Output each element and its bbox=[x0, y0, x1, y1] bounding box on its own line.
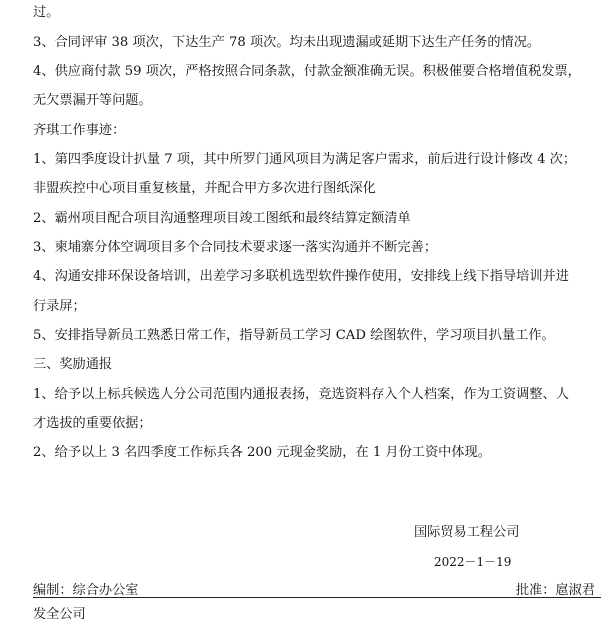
text-line-4: 无欠票漏开等问题。 bbox=[33, 93, 152, 108]
footer-line bbox=[33, 577, 601, 598]
text-line-2: 3、合同评审 38 项次，下达生产 78 项次。均未出现遗漏或延期下达生产任务的情况。 bbox=[33, 35, 541, 50]
distribution: 发全公司 bbox=[33, 607, 86, 622]
approved-by: 批准：扈淑君 bbox=[515, 583, 595, 598]
text-line-7: 非盟疾控中心项目重复核量，并配合甲方多次进行图纸深化 bbox=[33, 181, 376, 196]
text-line-14: 1、给予以上标兵候选人分公司范围内通报表扬，竞选资料存入个人档案，作为工资调整、人 bbox=[33, 387, 569, 402]
text-line-8: 2、霸州项目配合项目沟通整理项目竣工图纸和最终结算定额清单 bbox=[33, 211, 411, 226]
text-line-6: 1、第四季度设计扒量 7 项，其中所罗门通风项目为满足客户需求，前后进行设计修改 4 次； bbox=[33, 152, 577, 167]
text-line-15: 才选拔的重要依据； bbox=[33, 416, 152, 431]
section-heading-qiqi: 齐琪工作事迹： bbox=[33, 123, 126, 138]
text-line-3: 4、供应商付款 59 项次，严格按照合同条款，付款金额准确无误。积极催要合格增值税发票， bbox=[33, 64, 581, 79]
text-line-11: 行录屏； bbox=[33, 299, 86, 314]
section-heading-rewards: 三、奖励通报 bbox=[33, 357, 113, 372]
signature-date: 2022－1－19 bbox=[434, 555, 512, 569]
compiled-by: 编制：综合办公室 bbox=[33, 583, 139, 598]
text-line-16: 2、给予以上 3 名四季度工作标兵各 200 元现金奖励，在 1 月份工资中体现。 bbox=[33, 445, 491, 460]
text-line-1: 过。 bbox=[33, 5, 60, 20]
text-line-10: 4、沟通安排环保设备培训，出差学习多联机选型软件操作使用，安排线上线下指导培训并进 bbox=[33, 269, 569, 284]
text-line-9: 3、柬埔寨分体空调项目多个合同技术要求逐一落实沟通并不断完善； bbox=[33, 240, 438, 255]
signature-company: 国际贸易工程公司 bbox=[414, 525, 520, 540]
text-line-12: 5、安排指导新员工熟悉日常工作，指导新员工学习 CAD 绘图软件，学习项目扒量工作。 bbox=[33, 328, 555, 343]
